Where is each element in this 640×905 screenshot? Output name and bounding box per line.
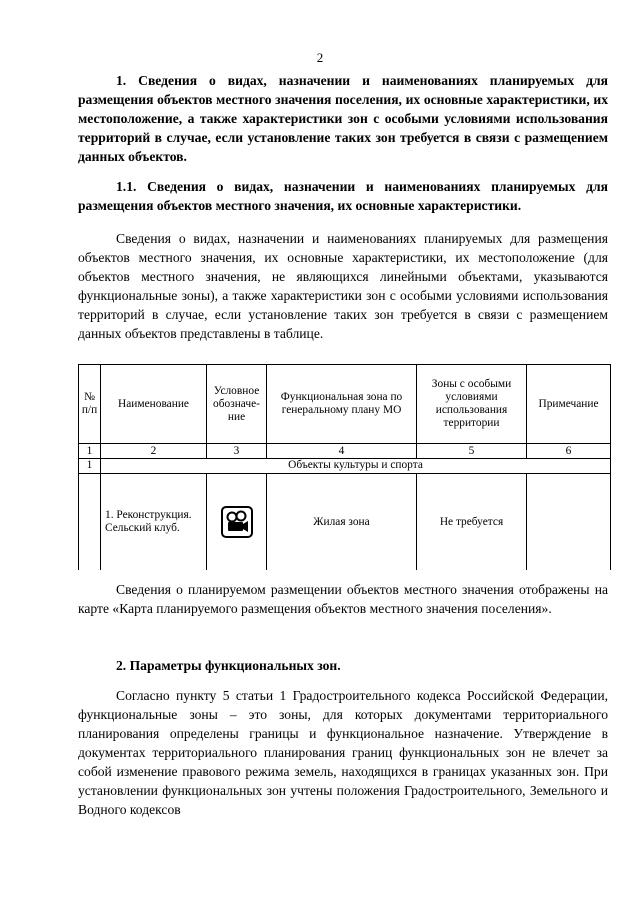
map-reference-paragraph: Сведения о планируемом размещении объектов местного значения отображены на карте «Карта планируемого размещения объектов местного значения поселения».: [78, 582, 608, 616]
column-number-cell: 2: [101, 444, 207, 459]
row-restrictions-cell: Не требуется: [417, 474, 527, 571]
column-number-cell: 4: [267, 444, 417, 459]
table-row: [79, 474, 611, 571]
row-symbol-cell: [207, 474, 267, 571]
header-cell-zone: Функциональная зона по генеральному плану МО: [267, 365, 417, 444]
objects-table: [78, 364, 611, 570]
column-number-cell: 3: [207, 444, 267, 459]
header-cell-restrictions: Зоны с особыми условиями использования территории: [417, 365, 527, 444]
column-number-cell: 6: [527, 444, 611, 459]
section-heading-1-1: 1.1. Сведения о видах, назначении и наименованиях планируемых для размещения объектов местного значения, их основные характеристики.: [78, 179, 608, 213]
header-cell-name: Наименование: [101, 365, 207, 444]
section-number-cell: 1: [79, 459, 101, 474]
table-section-row: [79, 459, 611, 474]
row-number-cell: [79, 474, 101, 571]
section-heading-1: 1. Сведения о видах, назначении и наименованиях планируемых для размещения объектов местного значения поселения, их основные характеристики, их местоположение, а также характеристики зон с особыми условиями использования территорий в случае, если установление таких зон требуется в связи с размещением данных объектов.: [78, 73, 608, 164]
header-cell-note: Примечание: [527, 365, 611, 444]
section-heading-2: 2. Параметры функциональных зон.: [116, 658, 341, 673]
row-zone-cell: Жилая зона: [267, 474, 417, 571]
row-note-cell: [527, 474, 611, 571]
header-cell-symbol: Условное обозначе-ние: [207, 365, 267, 444]
row-name-cell: 1. Реконструкция. Сельский клуб.: [101, 474, 207, 571]
page-number: 2: [316, 50, 324, 65]
column-number-cell: 1: [79, 444, 101, 459]
section-title-cell: Объекты культуры и спорта: [101, 459, 611, 474]
projector-icon: [221, 506, 253, 538]
header-cell-number: № п/п: [79, 365, 101, 444]
table-header-row: [79, 365, 611, 444]
table-column-number-row: [79, 444, 611, 459]
intro-paragraph: Сведения о видах, назначении и наименованиях планируемых для размещения объектов местного значения, их основные характеристики, их местоположение (для объектов местного значения, не являющихся линейными объектами, указываются функциональные зоны), а также характеристики зон с особыми условиями использования территорий в случае, если установление таких зон требуется в связи с размещением данных объектов представлены в таблице.: [78, 231, 608, 341]
column-number-cell: 5: [417, 444, 527, 459]
functional-zones-paragraph: Согласно пункту 5 статьи 1 Градостроительного кодекса Российской Федерации, функциональные зоны – это зоны, для которых документами территориального планирования определены границы и функциональное назначение. Утверждение в документах территориального планирования границ функциональных зон не влечет за собой изменение правового режима земель, находящихся в границах указанных зон. При установлении функциональных зон учтены положения Градостроительного, Земельного и Водного кодексов: [78, 688, 608, 817]
